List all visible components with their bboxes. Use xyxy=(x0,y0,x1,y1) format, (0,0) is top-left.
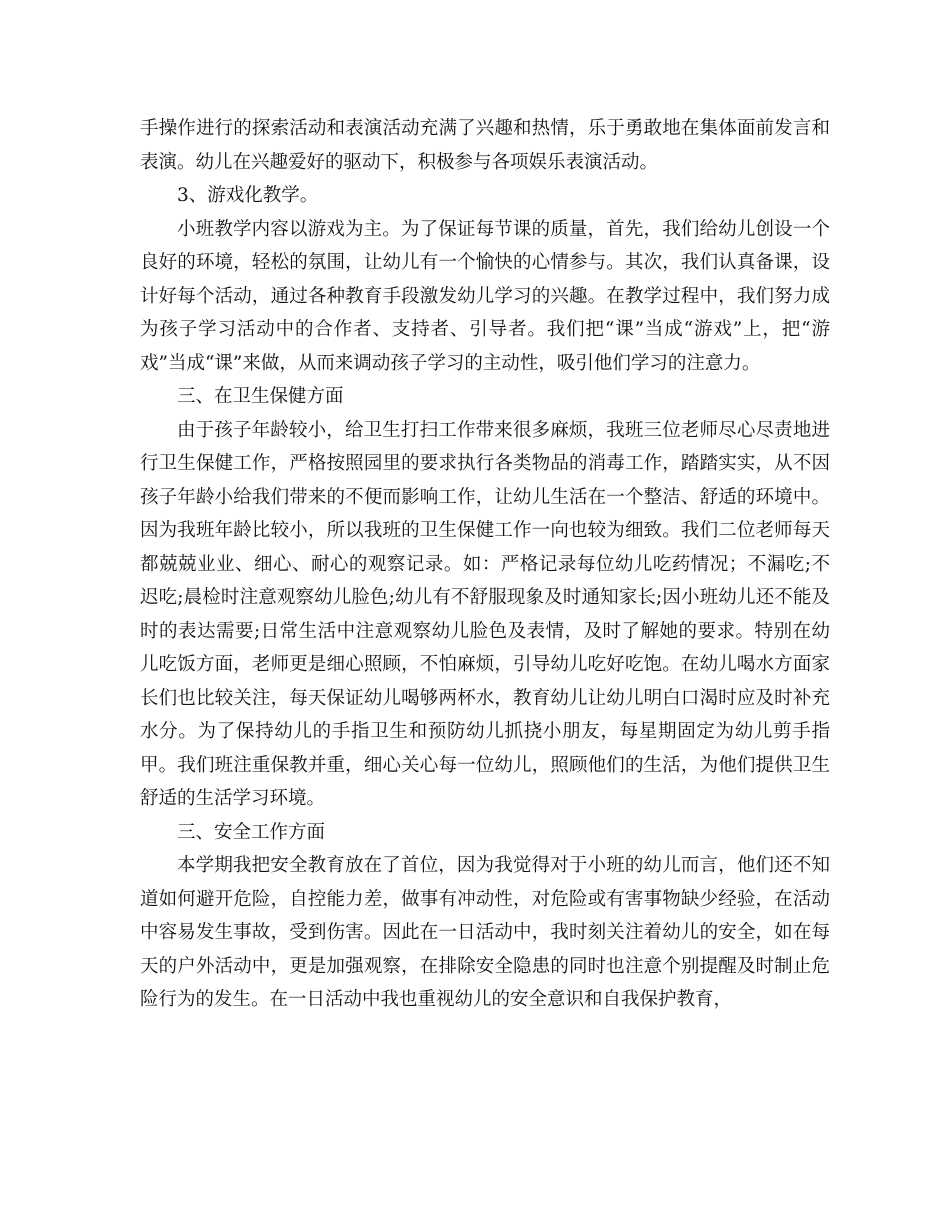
paragraph-safety: 本学期我把安全教育放在了首位，因为我觉得对于小班的幼儿而言，他们还不知道如何避开危险，自控能力差，做事有冲动性，对危险或有害事物缺少经验，在活动中容易发生事故，受到伤害。因此在一日活动中，我时刻关注着幼儿的安全，如在每天的户外活动中，更是加强观察，在排除安全隐患的同时也注意个别提醒及时制止危险行为的发生。在一日活动中我也重视幼儿的安全意识和自我保护教育， xyxy=(140,855,830,1010)
section-heading-hygiene: 三、在卫生保健方面 xyxy=(177,386,344,407)
section-heading-game-teaching: 3、游戏化教学。 xyxy=(177,185,319,206)
paragraph-continuation: 手操作进行的探索活动和表演活动充满了兴趣和热情，乐于勇敢地在集体面前发言和表演。幼儿在兴趣爱好的驱动下，积极参与各项娱乐表演活动。 xyxy=(140,118,830,173)
paragraph-hygiene: 由于孩子年龄较小，给卫生打扫工作带来很多麻烦，我班三位老师尽心尽责地进行卫生保健工作，严格按照园里的要求执行各类物品的消毒工作，踏踏实实，从不因孩子年龄小给我们带来的不便而影响工作，让幼儿生活在一个整洁、舒适的环境中。因为我班年龄比较小，所以我班的卫生保健工作一向也较为细致。我们二位老师每天都兢兢业业、细心、耐心的观察记录。如：严格记录每位幼儿吃药情况；不漏吃;不迟吃;晨检时注意观察幼儿脸色;幼儿有不舒服现象及时通知家长;因小班幼儿还不能及时的表达需要;日常生活中注意观察幼儿脸色及表情，及时了解她的要求。特别在幼儿吃饭方面，老师更是细心照顾，不怕麻烦，引导幼儿吃好吃饱。在幼儿喝水方面家长们也比较关注，每天保证幼儿喝够两杯水，教育幼儿让幼儿明白口渴时应及时补充水分。为了保持幼儿的手指卫生和预防幼儿抓挠小朋友，每星期固定为幼儿剪手指甲。我们班注重保教并重，细心关心每一位幼儿，照顾他们的生活，为他们提供卫生舒适的生活学习环境。 xyxy=(140,419,830,809)
section-heading-safety: 三、安全工作方面 xyxy=(177,821,326,843)
document-body xyxy=(140,112,830,1017)
paragraph-game-teaching: 小班教学内容以游戏为主。为了保证每节课的质量，首先，我们给幼儿创设一个良好的环境，轻松的氛围，让幼儿有一个愉快的心情参与。其次，我们认真备课，设计好每个活动，通过各种教育手段激发幼儿学习的兴趣。在教学过程中，我们努力成为孩子学习活动中的合作者、支持者、引导者。我们把“课”当成“游戏”上，把“游戏”当成“课”来做，从而来调动孩子学习的主动性，吸引他们学习的注意力。 xyxy=(140,218,830,374)
